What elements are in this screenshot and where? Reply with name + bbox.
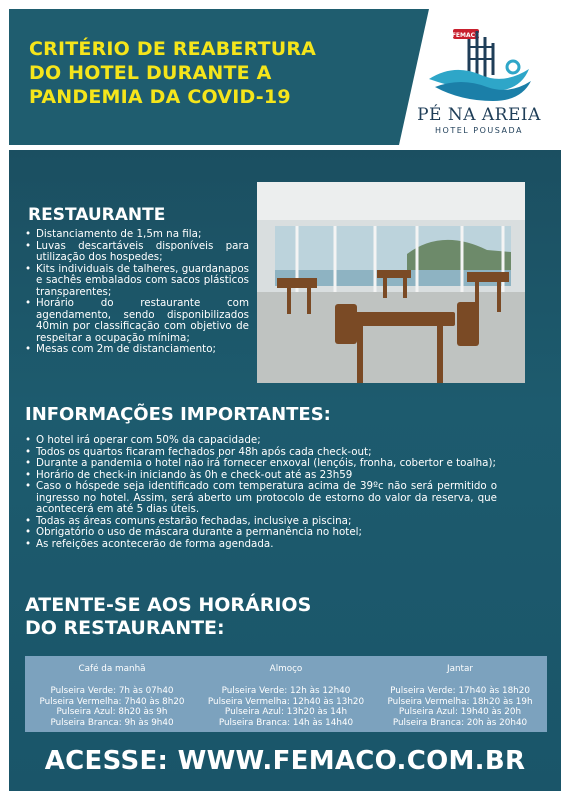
list-item: • Obrigatório o uso de máscara durante a permanência no hotel; — [25, 527, 497, 539]
page-title — [29, 37, 389, 109]
info-list — [25, 435, 497, 550]
header — [9, 9, 561, 145]
column-title: Café da manhã — [78, 664, 146, 674]
list-item: • Horário de check-in iniciando às 0h e check-out até as 23h59 — [25, 470, 497, 482]
list-item: • Caso o hóspede seja identificado com temperatura acima de 39ºc não será permitido o ingresso no hotel. Assim, será aberto um protocolo de estorno do valor da reserva, que acontecerá em até 5 dias úteis. — [25, 481, 497, 516]
main-panel — [9, 150, 561, 791]
schedule-line: Pulseira Vermelha: 12h40 às 13h20 — [207, 696, 365, 707]
schedule-line: Pulseira Branca: 20h às 20h40 — [392, 717, 528, 728]
column-title: Jantar — [446, 664, 474, 674]
logo-emblem-icon — [409, 17, 549, 107]
website-link[interactable]: ACESSE: WWW.FEMACO.COM.BR — [44, 746, 526, 776]
list-item: • Distanciamento de 1,5m na fila; — [25, 229, 249, 241]
title-line: PANDEMIA DA COVID-19 — [29, 86, 291, 108]
schedule-line: Pulseira Verde: 7h às 07h40 — [50, 686, 174, 696]
hotel-logo — [409, 17, 549, 139]
schedule-line: Pulseira Verde: 17h40 às 18h20 — [390, 686, 530, 696]
schedule-table — [25, 656, 547, 732]
list-item: • Mesas com 2m de distanciamento; — [25, 344, 249, 356]
title-line: CRITÉRIO DE REABERTURA — [29, 38, 317, 60]
list-item: • Luvas descartáveis disponíveis para utilização dos hospedes; — [25, 241, 249, 264]
schedule-heading — [25, 594, 311, 640]
list-item: • Todas as áreas comuns estarão fechadas, inclusive a piscina; — [25, 516, 497, 528]
schedule-heading-line: ATENTE-SE AOS HORÁRIOS — [25, 594, 312, 616]
schedule-column-lunch — [199, 664, 373, 728]
restaurant-heading: RESTAURANTE — [28, 205, 166, 225]
list-item: • Horário do restaurante com agendamento, sendo disponibilizados 40min por classificação com objetivo de respeitar a ocupação mínima; — [25, 298, 249, 344]
schedule-line: Pulseira Branca: 9h às 9h40 — [50, 717, 174, 728]
schedule-line: Pulseira Vermelha: 18h20 às 19h — [387, 696, 533, 707]
schedule-line: Pulseira Azul: 13h20 às 14h — [224, 707, 348, 717]
restaurant-photo — [257, 182, 525, 383]
schedule-line: Pulseira Branca: 14h às 14h40 — [218, 717, 354, 728]
schedule-column-dinner — [373, 664, 547, 728]
schedule-line: Pulseira Azul: 19h40 às 20h — [398, 707, 522, 717]
restaurant-list — [25, 229, 249, 356]
flyer — [9, 9, 561, 791]
logo-badge-text: FEMACO — [451, 32, 481, 39]
schedule-heading-line: DO RESTAURANTE: — [25, 617, 225, 639]
info-heading: INFORMAÇÕES IMPORTANTES: — [25, 404, 331, 425]
title-line: DO HOTEL DURANTE A — [29, 62, 272, 84]
logo-subtitle: HOTEL POUSADA — [435, 126, 523, 135]
list-item: • Kits individuais de talheres, guardanapos e sachês embalados com sacos plásticos transparentes; — [25, 264, 249, 299]
list-item: • Durante a pandemia o hotel não irá fornecer enxoval (lençóis, fronha, cobertor e toalha); — [25, 458, 497, 470]
logo-name: PÉ NA AREIA — [417, 105, 541, 125]
list-item: • Todos os quartos ficaram fechados por 48h após cada check-out; — [25, 447, 497, 459]
list-item: • As refeições acontecerão de forma agendada. — [25, 539, 497, 551]
list-item: • O hotel irá operar com 50% da capacidade; — [25, 435, 497, 447]
schedule-line: Pulseira Azul: 8h20 às 9h — [56, 707, 168, 717]
schedule-column-breakfast — [25, 664, 199, 728]
schedule-line: Pulseira Verde: 12h às 12h40 — [221, 686, 351, 696]
column-title: Almoço — [269, 664, 303, 674]
schedule-line: Pulseira Vermelha: 7h40 às 8h20 — [39, 696, 185, 707]
